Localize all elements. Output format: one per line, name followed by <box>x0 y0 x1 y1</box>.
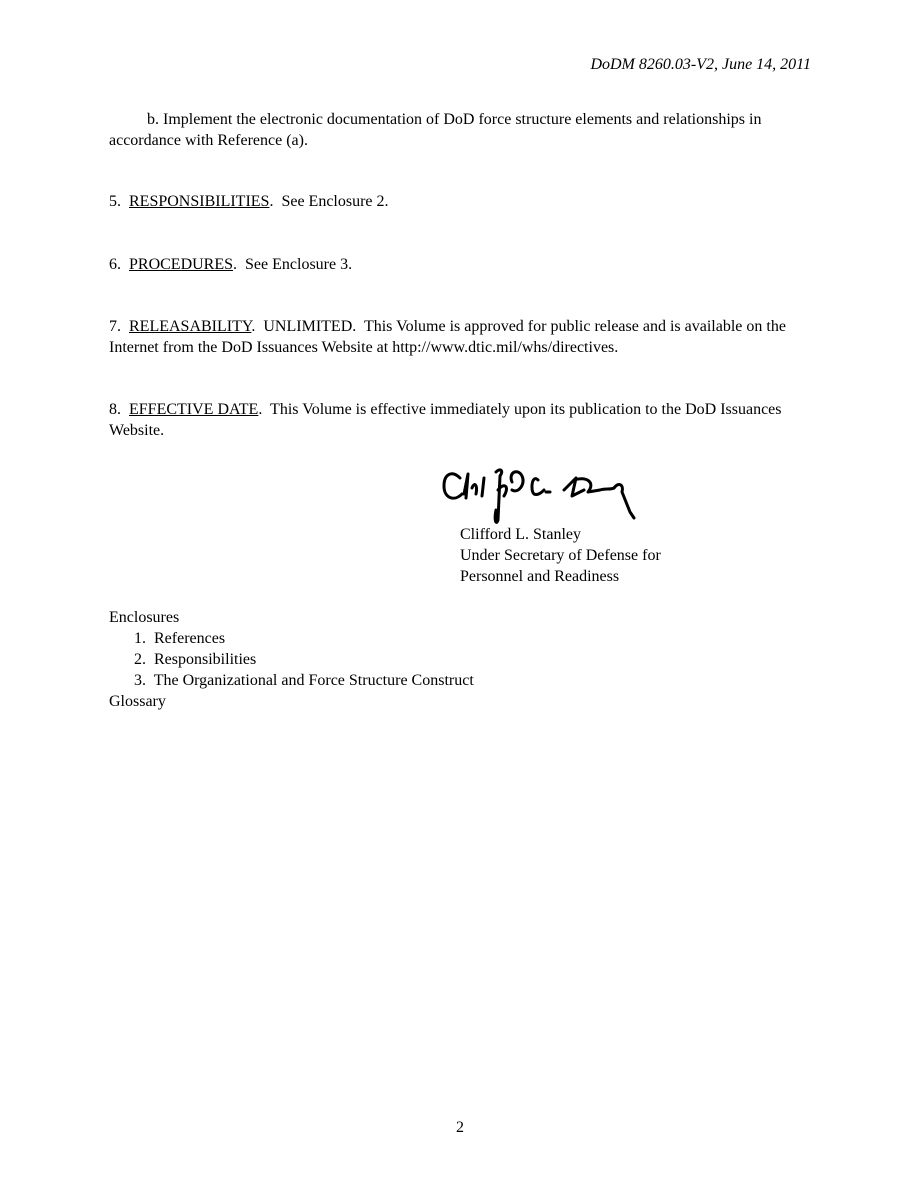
section-title-procedures: PROCEDURES <box>129 256 234 273</box>
signatory-title-line-2: Personnel and Readiness <box>460 568 620 585</box>
paragraph-releasability <box>109 316 821 358</box>
paragraph-effective-date <box>109 399 821 441</box>
document-id: DoDM 8260.03-V2, June 14, 2011 <box>590 56 811 73</box>
paragraph-number: 6. <box>109 256 129 273</box>
handwritten-signature <box>438 460 648 532</box>
enclosures-list <box>109 607 474 712</box>
enclosure-item: 1. References <box>134 630 226 647</box>
glossary-label: Glossary <box>109 693 166 710</box>
paragraph-number: 5. <box>109 193 129 210</box>
signatory-name: Clifford L. Stanley <box>460 526 582 543</box>
paragraph-item-b <box>109 109 821 151</box>
enclosure-item: 2. Responsibilities <box>134 651 257 668</box>
paragraph-text: . See Enclosure 3. <box>233 256 353 273</box>
paragraph-number: 8. <box>109 401 129 418</box>
paragraph-text: . UNLIMITED. This Volume is approved for public release and is available on the Internet from the DoD Issuances Website at http://www.dtic.mil/whs/directives. <box>109 318 790 356</box>
section-title-responsibilities: RESPONSIBILITIES <box>129 193 270 210</box>
page-header <box>590 55 811 75</box>
paragraph-item-b-text: b. Implement the electronic documentation of DoD force structure elements and relationships in accordance with Reference (a). <box>109 111 762 149</box>
page-number-text: 2 <box>456 1119 464 1136</box>
enclosures-heading: Enclosures <box>109 609 180 626</box>
paragraph-text: . See Enclosure 2. <box>269 193 389 210</box>
paragraph-procedures <box>109 254 821 275</box>
section-title-effective-date: EFFECTIVE DATE <box>129 401 259 418</box>
paragraph-responsibilities <box>109 191 821 212</box>
signatory-title-line-1: Under Secretary of Defense for <box>460 547 661 564</box>
signature-block <box>460 524 661 587</box>
paragraph-text: . This Volume is effective immediately upon its publication to the DoD Issuances Website. <box>109 401 786 439</box>
section-title-releasability: RELEASABILITY <box>129 318 252 335</box>
enclosure-item: 3. The Organizational and Force Structure Construct <box>134 672 474 689</box>
page-number <box>0 1118 920 1138</box>
paragraph-number: 7. <box>109 318 129 335</box>
